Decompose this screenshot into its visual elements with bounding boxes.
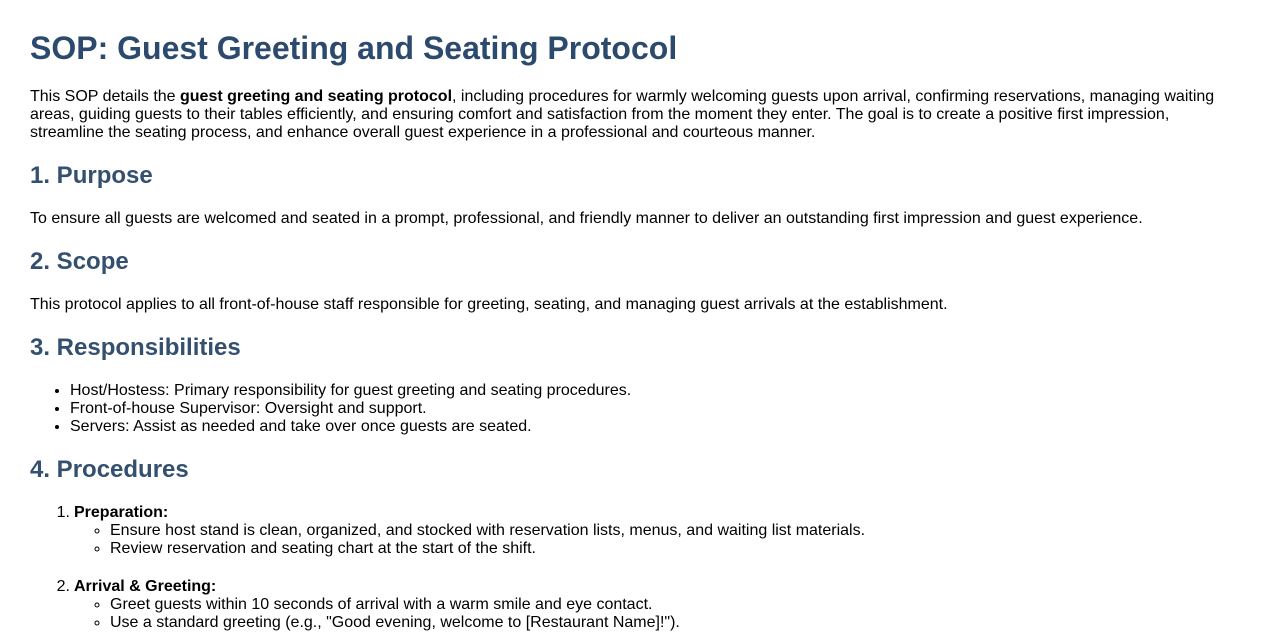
purpose-heading: 1. Purpose [30, 162, 153, 189]
list-item: ◦ Use a standard greeting (e.g., "Good evening, welcome to [Restaurant Name]!"). [110, 614, 680, 632]
list-item: • Front-of-house Supervisor: Oversight and support. [70, 400, 631, 418]
step-title: Arrival & Greeting: [74, 578, 217, 595]
intro-paragraph [30, 88, 1230, 142]
list-item: ◦ Review reservation and seating chart at the start of the shift. [110, 540, 865, 558]
procedure-step-arrival [30, 578, 680, 632]
page-title: SOP: Guest Greeting and Seating Protocol [30, 30, 678, 66]
intro-text-after: , including procedures for warmly welcoming guests upon arrival, confirming reservations, managing waiting areas, guiding guests to their tables efficiently, and ensuring comfort and satisfaction from the moment they enter. The goal is to create a positive first impression, streamline the seating process, and enhance overall guest experience in a professional and courteous manner. [30, 88, 1215, 141]
step-number: 2. [56, 578, 70, 595]
procedure-step-preparation [30, 504, 865, 558]
scope-text: This protocol applies to all front-of-house staff responsible for greeting, seating, and managing guest arrivals at the establishment. [30, 296, 948, 313]
responsibilities-heading: 3. Responsibilities [30, 334, 241, 361]
step-number: 1. [56, 504, 70, 521]
responsibilities-list [30, 382, 631, 436]
step-sub-list [30, 522, 865, 558]
purpose-text: To ensure all guests are welcomed and seated in a prompt, professional, and friendly manner to deliver an outstanding first impression and guest experience. [30, 210, 1143, 227]
intro-text-before: This SOP details the [30, 88, 180, 105]
step-sub-list [30, 596, 680, 632]
intro-text-bold: guest greeting and seating protocol [180, 88, 453, 105]
list-item: • Host/Hostess: Primary responsibility for guest greeting and seating procedures. [70, 382, 631, 400]
procedures-heading: 4. Procedures [30, 456, 189, 483]
scope-heading: 2. Scope [30, 248, 129, 275]
step-title: Preparation: [74, 504, 169, 521]
list-item: • Servers: Assist as needed and take over once guests are seated. [70, 418, 631, 436]
list-item: ◦ Ensure host stand is clean, organized, and stocked with reservation lists, menus, and waiting list materials. [110, 522, 865, 540]
list-item: ◦ Greet guests within 10 seconds of arrival with a warm smile and eye contact. [110, 596, 680, 614]
